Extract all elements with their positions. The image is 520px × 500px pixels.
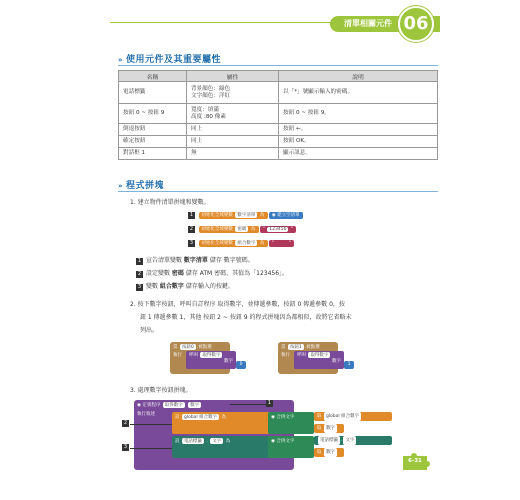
leader-line <box>230 404 266 405</box>
marker-badge: 1 <box>189 212 194 218</box>
cell-props: 寬度：填滿 高度 :80 像素 <box>187 104 279 124</box>
event-block-button0: 當 按鈕0 .被點選 執行 <box>170 342 230 374</box>
cell-desc: 按鈕 OK。 <box>279 136 438 148</box>
table-header: 說明 <box>279 71 438 82</box>
cell-name: 按鈕 0 ~ 按鈕 9 <box>119 104 187 124</box>
cell-name: 確定按鈕 <box>119 136 187 148</box>
table-header-row <box>119 71 438 82</box>
init-block-number-list: 1 初始化全域變數 數字清單 為 ◉ 建立空清單 <box>188 212 303 219</box>
call-block-get-number-0: 呼叫 取得數字 數字 <box>186 351 236 369</box>
cell-desc: 以「*」號顯示輸入的密碼。 <box>279 82 438 104</box>
cell-name: 電話標籤 <box>119 82 187 104</box>
note-2: 2 設定變數 密碼 儲存 ATM 密碼，其值為「123456」。 <box>137 270 289 277</box>
step-2-line-3: 列出。 <box>140 327 159 334</box>
join-text-block: ◉ 合併文字 <box>268 412 314 434</box>
init-block-password: 2 初始化全域變數 密碼 為 " 123456 " <box>188 226 296 233</box>
note-1: 1 宣告清單變數 數字清單 儲存 數字號碼。 <box>137 257 254 264</box>
procedure-define-block: ◉ 定義程序 取得數字 數字 執行敘述 <box>134 400 294 470</box>
step-1-text: 1. 建立物件清單拼塊和變數。 <box>130 199 210 206</box>
marker-badge: 2 <box>189 226 194 232</box>
cell-desc: 按鈕 0 ~ 按鈕 9。 <box>279 104 438 124</box>
table-header: 屬性 <box>187 71 279 82</box>
section-arrow-icon: » <box>118 56 124 64</box>
get-global-block: 取 global 組合數字 <box>314 412 392 421</box>
chapter-number: 06 <box>398 6 434 42</box>
section-divider <box>118 191 438 192</box>
marker-badge: 2 <box>137 271 142 277</box>
marker-1: 1 <box>267 400 272 406</box>
page-number: 6-31 <box>408 458 422 464</box>
set-global-block: 設 global 組合數字 為 <box>172 412 272 434</box>
join-text-block-2: ◉ 合併文字 <box>268 436 314 458</box>
get-param-block-2: 取 數字 <box>314 448 344 457</box>
section-divider <box>118 65 438 66</box>
table-row <box>119 136 438 148</box>
step-3-text: 3. 處理數字按鈕拼塊。 <box>130 387 192 394</box>
number-arg-0: 0 <box>236 361 246 369</box>
section-title-components: » 使用元件及其重要屬性 <box>118 55 222 65</box>
event-block-button1: 當 按鈕1 .被點選 執行 <box>278 342 338 374</box>
cell-props: 同上 <box>187 124 279 136</box>
cell-desc: 按鈕 ←。 <box>279 124 438 136</box>
call-block-get-number-1: 呼叫 取得數字 數字 <box>294 351 344 369</box>
chapter-title: 清單相關元件 <box>330 16 440 32</box>
marker-badge: 3 <box>189 240 194 246</box>
table-header: 名稱 <box>119 71 187 82</box>
marker-2: 2 <box>123 420 128 426</box>
cell-desc: 顯示訊息。 <box>279 148 438 160</box>
get-param-block: 取 數字 <box>314 424 344 433</box>
step-2-line-1: 2. 按下數字按鈕，呼叫自訂程序 取得數字，並傳遞參數，按鈕 0 傳遞參數 0，按 <box>130 301 345 308</box>
marker-3: 3 <box>123 444 128 450</box>
get-label-text-block: 電話標籤 . 文字 <box>314 436 392 445</box>
step-2-line-2: 鈕 1 傳遞參數 1，其他 按鈕 2 ~ 按鈕 9 的程式拼塊因為都相似，故將它省略未 <box>140 314 352 321</box>
table-row <box>119 148 438 160</box>
init-block-combined-number: 3 初始化全域變數 組合數字 為 " " <box>188 240 294 247</box>
set-label-text-block: 設 電話標籤 . 文字 為 <box>172 436 272 458</box>
table-row <box>119 82 438 104</box>
cell-name: 對話框 1 <box>119 148 187 160</box>
cell-props: 背景顏色：綠色 文字顏色：洋紅 <box>187 82 279 104</box>
marker-badge: 1 <box>137 258 142 264</box>
note-3: 3 變數 組合數字 儲存輸入的按鍵。 <box>137 283 234 290</box>
cell-props: 同上 <box>187 136 279 148</box>
properties-table <box>118 70 438 160</box>
number-arg-1: 1 <box>344 361 354 369</box>
table-row <box>119 104 438 124</box>
marker-badge: 3 <box>137 284 142 290</box>
leader-line <box>130 424 172 425</box>
section-arrow-icon: » <box>118 182 124 190</box>
table-row <box>119 124 438 136</box>
section-title-blocks: » 程式拼塊 <box>118 181 165 191</box>
cell-name: 倒退按鈕 <box>119 124 187 136</box>
cell-props: 無 <box>187 148 279 160</box>
leader-line <box>130 448 172 449</box>
page-number-badge <box>400 452 430 472</box>
